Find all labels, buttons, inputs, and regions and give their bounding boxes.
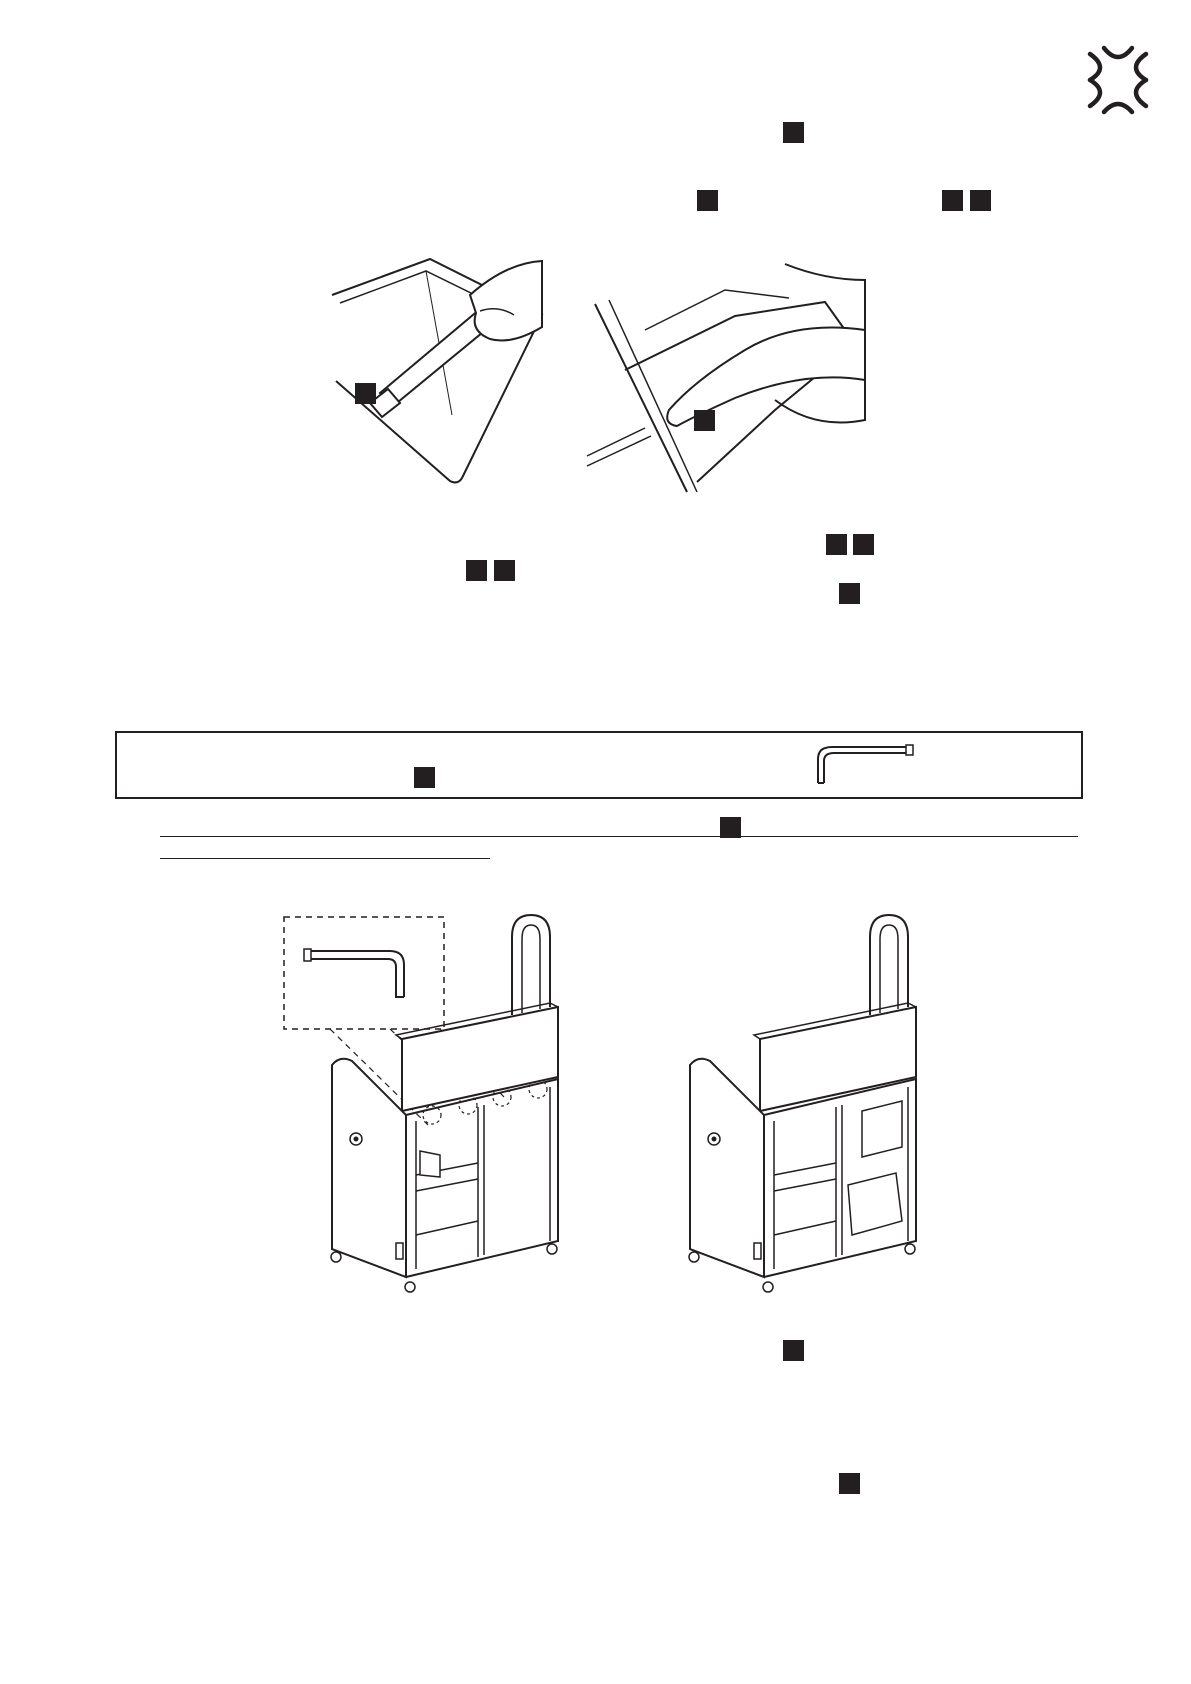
hand-wiping-drain-edge-illustration <box>585 260 870 492</box>
part-marker-square <box>826 534 847 555</box>
part-marker-square <box>839 1473 860 1494</box>
part-marker-square <box>697 190 718 211</box>
instruction-underline <box>160 836 1078 837</box>
allen-key-icon <box>810 741 916 785</box>
part-marker-square <box>970 190 991 211</box>
part-marker-square <box>494 560 515 581</box>
instruction-underline <box>160 858 490 859</box>
x-cross-logo-icon <box>1082 44 1154 116</box>
part-marker-square <box>839 583 860 604</box>
part-marker-square <box>694 410 715 431</box>
part-marker-square <box>720 817 741 838</box>
notice-box <box>115 731 1083 799</box>
part-marker-square <box>466 560 487 581</box>
part-marker-square <box>783 1340 804 1361</box>
part-marker-square <box>783 122 804 143</box>
part-marker-square <box>853 534 874 555</box>
part-marker-square <box>414 767 435 788</box>
part-marker-square <box>355 383 376 404</box>
cabinet-with-allen-key-detail-illustration <box>280 915 580 1305</box>
cabinet-assembled-illustration <box>640 915 930 1305</box>
hand-hose-nozzle-in-basin-illustration <box>330 255 545 485</box>
part-marker-square <box>942 190 963 211</box>
